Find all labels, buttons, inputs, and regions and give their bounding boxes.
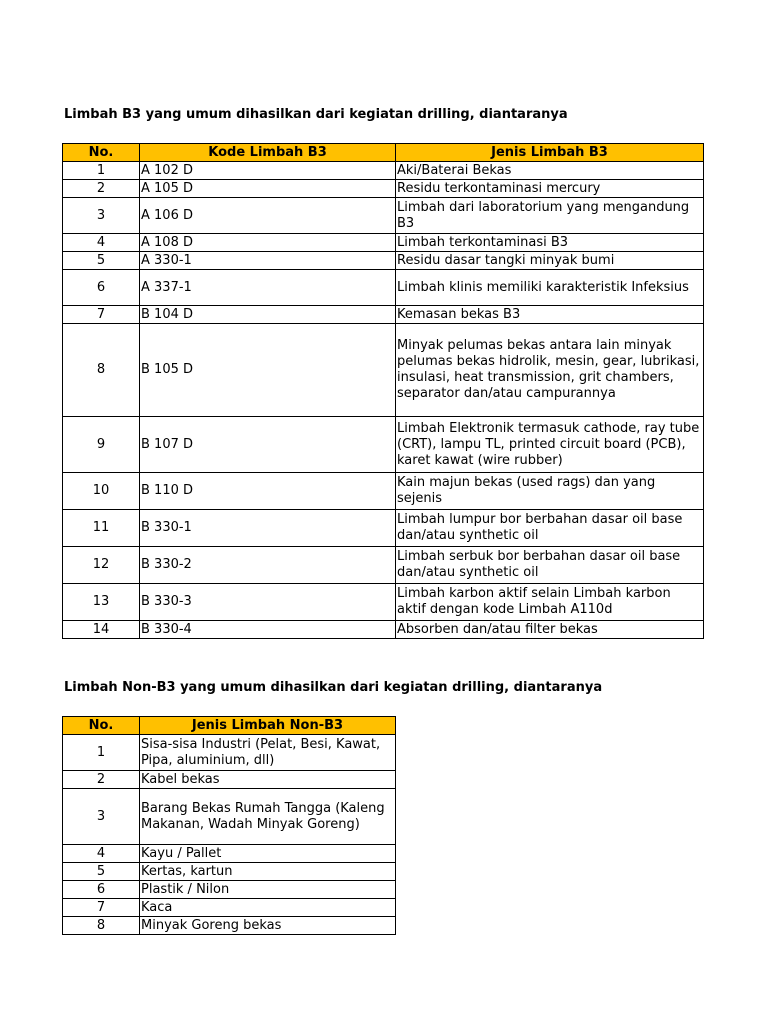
table-row [63, 789, 396, 845]
row-number: 2 [63, 180, 140, 198]
waste-type: Limbah karbon aktif selain Limbah karbon aktif dengan kode Limbah A110d [396, 584, 704, 621]
row-number: 1 [63, 735, 140, 771]
waste-type: Absorben dan/atau filter bekas [396, 621, 704, 639]
table-row [63, 899, 396, 917]
row-number: 7 [63, 899, 140, 917]
waste-code: B 330-2 [140, 547, 396, 584]
waste-type: Limbah terkontaminasi B3 [396, 234, 704, 252]
table-header-row [63, 717, 396, 735]
waste-code: A 108 D [140, 234, 396, 252]
table-row [63, 863, 396, 881]
waste-code: B 105 D [140, 324, 396, 417]
table-row [63, 198, 704, 234]
waste-type: Limbah dari laboratorium yang mengandung B3 [396, 198, 704, 234]
row-number: 12 [63, 547, 140, 584]
waste-type: Limbah serbuk bor berbahan dasar oil base dan/atau synthetic oil [396, 547, 704, 584]
waste-type: Kaca [140, 899, 396, 917]
row-number: 8 [63, 917, 140, 935]
table-row [63, 845, 396, 863]
waste-code: B 330-4 [140, 621, 396, 639]
waste-code: B 330-3 [140, 584, 396, 621]
table-row [63, 547, 704, 584]
table-row [63, 510, 704, 547]
column-header-jenis: Jenis Limbah B3 [396, 144, 704, 162]
table-row [63, 162, 704, 180]
row-number: 6 [63, 270, 140, 306]
row-number: 3 [63, 789, 140, 845]
column-header-kode: Kode Limbah B3 [140, 144, 396, 162]
b3-waste-table [62, 143, 704, 639]
row-number: 10 [63, 473, 140, 510]
waste-type: Plastik / Nilon [140, 881, 396, 899]
table-header-row [63, 144, 704, 162]
non-b3-waste-table [62, 716, 396, 935]
table-row [63, 881, 396, 899]
waste-type: Limbah lumpur bor berbahan dasar oil base dan/atau synthetic oil [396, 510, 704, 547]
waste-type: Kayu / Pallet [140, 845, 396, 863]
waste-code: B 110 D [140, 473, 396, 510]
row-number: 1 [63, 162, 140, 180]
row-number: 6 [63, 881, 140, 899]
row-number: 9 [63, 417, 140, 473]
row-number: 5 [63, 252, 140, 270]
waste-type: Kemasan bekas B3 [396, 306, 704, 324]
waste-type: Aki/Baterai Bekas [396, 162, 704, 180]
waste-code: A 105 D [140, 180, 396, 198]
table-row [63, 417, 704, 473]
waste-code: B 104 D [140, 306, 396, 324]
row-number: 13 [63, 584, 140, 621]
table-row [63, 306, 704, 324]
row-number: 5 [63, 863, 140, 881]
table-row [63, 473, 704, 510]
waste-type: Minyak Goreng bekas [140, 917, 396, 935]
waste-type: Barang Bekas Rumah Tangga (Kaleng Makanan, Wadah Minyak Goreng) [140, 789, 396, 845]
row-number: 8 [63, 324, 140, 417]
waste-type: Kertas, kartun [140, 863, 396, 881]
row-number: 14 [63, 621, 140, 639]
waste-code: A 106 D [140, 198, 396, 234]
waste-code: A 330-1 [140, 252, 396, 270]
row-number: 3 [63, 198, 140, 234]
non-b3-section-heading: Limbah Non-B3 yang umum dihasilkan dari kegiatan drilling, diantaranya [64, 680, 603, 695]
row-number: 4 [63, 234, 140, 252]
table-row [63, 252, 704, 270]
waste-code: A 337-1 [140, 270, 396, 306]
column-header-no: No. [63, 144, 140, 162]
waste-type: Minyak pelumas bekas antara lain minyak pelumas bekas hidrolik, mesin, gear, lubrikasi, insulasi, heat transmission, grit chambers, separator dan/atau campurannya [396, 324, 704, 417]
table-row [63, 324, 704, 417]
table-row [63, 270, 704, 306]
table-row [63, 771, 396, 789]
waste-type: Residu dasar tangki minyak bumi [396, 252, 704, 270]
waste-code: B 330-1 [140, 510, 396, 547]
waste-type: Limbah klinis memiliki karakteristik Infeksius [396, 270, 704, 306]
waste-type: Kain majun bekas (used rags) dan yang sejenis [396, 473, 704, 510]
column-header-jenis: Jenis Limbah Non-B3 [140, 717, 396, 735]
row-number: 2 [63, 771, 140, 789]
waste-code: B 107 D [140, 417, 396, 473]
waste-type: Limbah Elektronik termasuk cathode, ray tube (CRT), lampu TL, printed circuit board (PCB), karet kawat (wire rubber) [396, 417, 704, 473]
waste-type: Residu terkontaminasi mercury [396, 180, 704, 198]
row-number: 4 [63, 845, 140, 863]
table-row [63, 735, 396, 771]
waste-type: Sisa-sisa Industri (Pelat, Besi, Kawat, Pipa, aluminium, dll) [140, 735, 396, 771]
table-row [63, 917, 396, 935]
table-row [63, 621, 704, 639]
table-row [63, 584, 704, 621]
table-row [63, 234, 704, 252]
row-number: 11 [63, 510, 140, 547]
row-number: 7 [63, 306, 140, 324]
column-header-no: No. [63, 717, 140, 735]
waste-code: A 102 D [140, 162, 396, 180]
table-row [63, 180, 704, 198]
waste-type: Kabel bekas [140, 771, 396, 789]
b3-section-heading: Limbah B3 yang umum dihasilkan dari kegiatan drilling, diantaranya [64, 107, 568, 122]
